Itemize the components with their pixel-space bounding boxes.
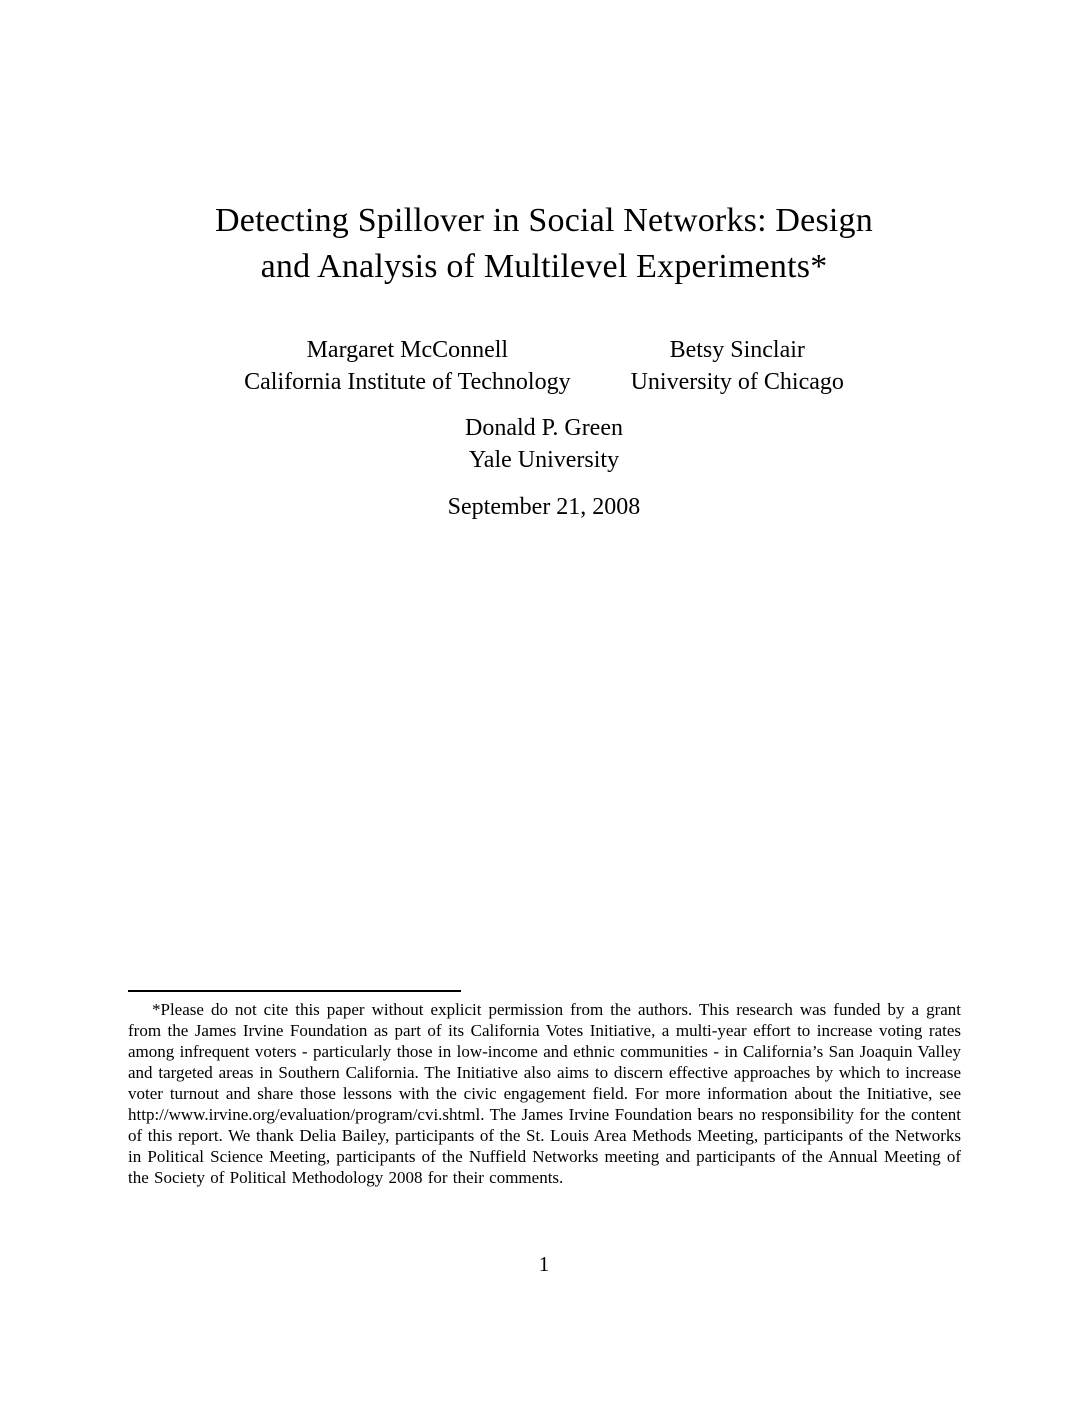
author-affiliation: University of Chicago: [630, 369, 844, 395]
paper-title: [0, 198, 1088, 290]
paper-title-line-1: Detecting Spillover in Social Networks: Design: [215, 202, 873, 239]
author-name: Donald P. Green: [465, 415, 623, 441]
footnote-section: [128, 990, 961, 1188]
footnote-text: *Please do not cite this paper without explicit permission from the authors. This research was funded by a grant from the James Irvine Foundation as part of its California Votes Initiative, a multi-year effort to increase voting rates among infrequent voters - particularly those in low-income and ethnic communities - in California’s San Joaquin Valley and targeted areas in Southern California. The Initiative also aims to discern effective approaches by which to increase voter turnout and share those lessons with the civic engagement field. For more information about the Initiative, see http://www.irvine.org/evaluation/program/cvi.shtml. The James Irvine Foundation bears no responsibility for the content of this report. We thank Delia Bailey, participants of the St. Louis Area Methods Meeting, participants of the Networks in Political Science Meeting, participants of the Nuffield Networks meeting and participants of the Annual Meeting of the Society of Political Methodology 2008 for their comments.: [128, 1000, 961, 1187]
author-name: Betsy Sinclair: [669, 337, 805, 363]
author-betsy-sinclair: [631, 334, 844, 398]
author-name: Margaret McConnell: [306, 337, 509, 363]
page-number: 1: [538, 1252, 550, 1276]
authors-row-top: [0, 334, 1088, 398]
paper-title-line-2: and Analysis of Multilevel Experiments*: [260, 248, 828, 285]
author-margaret-mcconnell: [244, 334, 570, 398]
author-affiliation: California Institute of Technology: [244, 369, 571, 395]
authors-row-bottom: [0, 412, 1088, 476]
author-affiliation: Yale University: [468, 447, 620, 473]
paper-date: September 21, 2008: [447, 494, 641, 520]
footnote-rule: [128, 990, 461, 992]
author-donald-green: [465, 412, 623, 476]
